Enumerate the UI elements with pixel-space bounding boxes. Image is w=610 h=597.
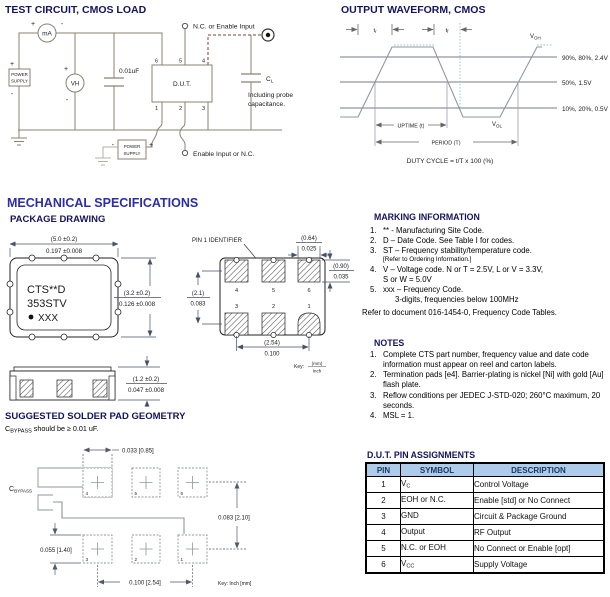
dim-rows-in: 0.083 bbox=[190, 301, 206, 308]
power-supply-top-line1: POWER bbox=[11, 72, 28, 77]
marking-item-2 bbox=[370, 236, 608, 246]
marking-footer: Refer to document 016-1454-0, Frequency Code Tables. bbox=[362, 308, 557, 318]
ps-bot-minus: - bbox=[111, 142, 114, 149]
uptime-label: UPTIME (t) bbox=[397, 123, 425, 130]
pin-assignment-table bbox=[365, 462, 605, 574]
dim-pitch-mm: (2.54) bbox=[264, 340, 280, 347]
dim-width-in: 0.197 ±0.008 bbox=[45, 248, 83, 255]
marking-item-5-num: 5. bbox=[370, 284, 377, 294]
circuit-wires bbox=[11, 29, 282, 150]
marking-item-1-num: 1. bbox=[370, 226, 377, 235]
solder-dim-right: 0.083 [2.10] bbox=[218, 515, 250, 522]
row2-desc: Enable [std] or No Connect bbox=[474, 493, 605, 509]
marking-item-4-text: V – Voltage code. N or T = 2.5V, L or V = 3.3V, bbox=[383, 264, 544, 274]
solder-pad-num-2: 2 bbox=[134, 557, 138, 562]
dotted-guides bbox=[394, 23, 552, 108]
row3-sym-main: GND bbox=[401, 511, 419, 521]
row2-symbol bbox=[401, 493, 474, 509]
voh-label: $V_{OH}$ bbox=[530, 34, 541, 41]
marking-item-2-text: D – Date Code. See Table I for codes. bbox=[383, 236, 515, 246]
marking-item-4-num: 4. bbox=[370, 264, 377, 274]
note-2-num: 2. bbox=[370, 370, 377, 380]
row5-pin: 5 bbox=[366, 541, 401, 557]
marking-list bbox=[362, 226, 608, 318]
ma-meter-label: mA bbox=[42, 30, 52, 38]
row3-symbol bbox=[401, 509, 474, 525]
package-drawing-heading: PACKAGE DRAWING bbox=[10, 214, 106, 225]
package-side-view bbox=[10, 356, 167, 407]
key-label: Key: bbox=[294, 364, 305, 370]
note-1-text: Complete CTS part number, frequency value and date code information must appear on reel and carton labels. bbox=[383, 350, 589, 370]
ma-plus-sign: + bbox=[30, 21, 36, 28]
ps-top-minus: - bbox=[10, 91, 14, 98]
note-item-1 bbox=[370, 350, 608, 370]
solder-note-sub: BYPASS bbox=[10, 428, 32, 435]
mechanical-title: MECHANICAL SPECIFICATIONS bbox=[7, 196, 199, 210]
cl-label: $C_L$ bbox=[266, 76, 274, 85]
dim-height-in: 0.126 ±0.008 bbox=[118, 301, 156, 308]
marking-item-3-text: ST – Frequency stability/temperature code. bbox=[383, 246, 532, 256]
package-top-view bbox=[7, 236, 161, 340]
package-marking-line1: CTS**D bbox=[27, 284, 66, 296]
marking-item-5-text: xxx – Frequency Code. bbox=[383, 284, 464, 294]
dim-pad-h-mm: (0.90) bbox=[333, 264, 349, 270]
dashed-output-net bbox=[208, 35, 262, 65]
ma-meter bbox=[31, 21, 64, 42]
marking-item-1 bbox=[370, 226, 608, 236]
pad-num-5: 5 bbox=[271, 288, 276, 294]
solder-dim-bottom: 0.100 [2.54] bbox=[129, 580, 161, 587]
pin1-identifier-label: PIN 1 IDENTIFIER bbox=[192, 238, 243, 244]
dim-width-mm: (5.0 ±0.2) bbox=[50, 236, 78, 243]
period-label: PERIOD (T) bbox=[431, 140, 461, 147]
row4-pin: 4 bbox=[366, 525, 401, 541]
note-3-num: 3. bbox=[370, 390, 377, 400]
row5-symbol bbox=[401, 541, 474, 557]
row6-desc: Supply Voltage bbox=[474, 557, 605, 574]
row1-pin: 1 bbox=[366, 477, 401, 493]
power-supply-bot-line1: POWER bbox=[123, 144, 141, 149]
nc-top-label: N.C. or Enable Input bbox=[193, 23, 255, 31]
key-mm: (mm) bbox=[311, 361, 323, 366]
row2-pin: 2 bbox=[366, 493, 401, 509]
note-4-num: 4. bbox=[370, 410, 377, 420]
pad-num-2: 2 bbox=[271, 304, 276, 310]
solder-pad-num-5: 5 bbox=[134, 491, 138, 496]
row1-sym-sub: C bbox=[406, 483, 411, 490]
note-item-3 bbox=[370, 391, 608, 411]
pad-num-4: 4 bbox=[234, 288, 239, 294]
dut-pin2: 2 bbox=[178, 106, 182, 112]
dim-pad-w-mm: (0.64) bbox=[301, 236, 317, 242]
row1-desc: Control Voltage bbox=[474, 477, 605, 493]
tr-label: $t_r$ bbox=[373, 28, 377, 35]
marking-item-3-subnote: [Refer to Ordering Information.] bbox=[383, 256, 472, 264]
tf-label: $t_f$ bbox=[445, 28, 449, 35]
cl-note-line1: Including probe bbox=[248, 92, 294, 99]
row5-desc: No Connect or Enable [opt] bbox=[474, 541, 605, 557]
solder-pad-num-6: 6 bbox=[180, 491, 184, 496]
vh-plus: + bbox=[63, 66, 69, 73]
table-row bbox=[366, 557, 604, 574]
note-3-text: Reflow conditions per JEDEC J-STD-020; 260°C maximum, 20 seconds. bbox=[383, 390, 601, 410]
dim-pad-w-in: 0.025 bbox=[301, 246, 317, 253]
row6-pin: 6 bbox=[366, 557, 401, 574]
symbol-col-header: SYMBOL bbox=[401, 463, 474, 477]
marking-item-4-text2: S or W = 5.0V bbox=[383, 274, 432, 284]
nc-enable-top-terminal bbox=[182, 23, 254, 30]
solder-note-c: C bbox=[5, 424, 11, 433]
dim-height-mm: (3.2 ±0.2) bbox=[123, 290, 151, 297]
description-col-header: DESCRIPTION bbox=[474, 463, 605, 477]
marking-item-3 bbox=[370, 246, 608, 256]
solder-pad-num-4: 4 bbox=[85, 491, 89, 496]
dim-thick-mm: (1.2 ±0.2) bbox=[132, 376, 160, 383]
enable-bottom-label: Enable Input or N.C. bbox=[193, 151, 255, 158]
solder-dim-left: 0.055 [1.40] bbox=[40, 548, 72, 554]
table-row bbox=[366, 509, 604, 525]
marking-dot bbox=[29, 315, 34, 320]
dut-pin6: 6 bbox=[154, 58, 158, 65]
enable-bottom-terminal bbox=[182, 150, 254, 158]
row6-sym-sub: CC bbox=[406, 563, 415, 570]
solder-pad-diagram bbox=[0, 438, 300, 597]
package-marking-line3: XXX bbox=[38, 313, 59, 324]
dut-label: D.U.T. bbox=[172, 81, 192, 88]
marking-item-5 bbox=[370, 285, 608, 295]
vh-minus: - bbox=[65, 97, 69, 104]
row4-desc: RF Output bbox=[474, 525, 605, 541]
duty-cycle-label: DUTY CYCLE = t/T x 100 (%) bbox=[406, 158, 494, 165]
row4-sym-main: Output bbox=[401, 527, 426, 537]
marking-item-2-num: 2. bbox=[370, 236, 377, 246]
row3-desc: Circuit & Package Ground bbox=[474, 509, 605, 525]
pin-table-header-row bbox=[366, 463, 604, 477]
dut-pin5: 5 bbox=[178, 58, 182, 65]
solder-pad-num-1: 1 bbox=[180, 557, 184, 562]
table-row bbox=[366, 477, 604, 493]
notes-list bbox=[370, 350, 608, 421]
row1-symbol bbox=[401, 477, 474, 493]
note-item-4 bbox=[370, 411, 608, 421]
row5-sym-main: N.C. or EOH bbox=[401, 543, 446, 553]
solder-note-rest: should be ≥ 0.01 uF. bbox=[31, 424, 99, 433]
ma-minus-sign: - bbox=[60, 21, 64, 28]
ps-bot-plus: + bbox=[149, 142, 154, 149]
note-4-text: MSL = 1. bbox=[383, 410, 415, 420]
table-row bbox=[366, 493, 604, 509]
power-supply-bottom bbox=[112, 140, 153, 159]
package-marking-line2: 353STV bbox=[27, 298, 67, 310]
vh-meter-label: VH bbox=[70, 81, 80, 88]
dim-pitch-in: 0.100 bbox=[264, 351, 280, 358]
pad-num-6: 6 bbox=[307, 288, 311, 294]
level-high-label: 90%, 80%, 2.4V bbox=[562, 55, 608, 62]
level-mid-label: 50%, 1.5V bbox=[562, 80, 592, 87]
dim-pad-h-in: 0.035 bbox=[333, 274, 349, 281]
table-row bbox=[366, 525, 604, 541]
level-low-label: 10%, 20%, 0.5V bbox=[562, 106, 608, 113]
marking-item-4 bbox=[370, 265, 608, 275]
row6-sym-main: V bbox=[401, 559, 407, 569]
solder-pad-heading: SUGGESTED SOLDER PAD GEOMETRY bbox=[5, 411, 186, 422]
package-drawing-diagram bbox=[0, 228, 360, 408]
cap-value-label: 0.01uF bbox=[119, 68, 140, 75]
solder-dim-top: 0.033 [0.85] bbox=[122, 448, 154, 455]
marking-item-5-subline: 3-digits, frequencies below 100MHz bbox=[395, 295, 519, 305]
dut-pin4: 4 bbox=[201, 58, 205, 65]
cl-note-line2: capacitance. bbox=[248, 101, 286, 108]
dut-pin1: 1 bbox=[154, 106, 158, 112]
dut-pin3: 3 bbox=[201, 106, 205, 112]
power-supply-bot-line2: SUPPLY bbox=[123, 151, 141, 156]
ps-top-plus: + bbox=[9, 61, 15, 68]
solder-pad-note bbox=[5, 424, 99, 435]
key-inch: Inch bbox=[312, 368, 322, 374]
output-terminal bbox=[262, 29, 274, 41]
dim-rows-mm: (2.1) bbox=[191, 291, 205, 297]
pin-col-header: PIN bbox=[366, 463, 401, 477]
marking-item-3-num: 3. bbox=[370, 246, 377, 256]
row4-symbol bbox=[401, 525, 474, 541]
cbypass-label: CBYPASS bbox=[9, 486, 33, 494]
notes-heading: NOTES bbox=[374, 338, 405, 348]
table-row bbox=[366, 541, 604, 557]
pad-num-3: 3 bbox=[234, 304, 239, 310]
row2-sym-main: EOH or N.C. bbox=[401, 495, 446, 505]
note-2-text: Termination pads [e4]. Barrier-plating is nickel [Ni] with gold [Au] flash plate. bbox=[383, 370, 604, 390]
note-1-num: 1. bbox=[370, 350, 377, 359]
solder-pad-num-3: 3 bbox=[85, 557, 89, 562]
waveform-diagram bbox=[336, 20, 610, 172]
rise-fall-markers bbox=[346, 24, 472, 35]
row1-sym-main: V bbox=[401, 479, 407, 489]
measure-verticals bbox=[375, 82, 518, 146]
dim-thick-in: 0.047 ±0.008 bbox=[127, 387, 165, 394]
dim-top-lines bbox=[83, 450, 119, 467]
pin-table-heading: D.U.T. PIN ASSIGNMENTS bbox=[367, 450, 476, 460]
marking-heading: MARKING INFORMATION bbox=[374, 212, 480, 222]
test-circuit-diagram bbox=[0, 16, 335, 176]
pad-num-1: 1 bbox=[307, 304, 311, 310]
marking-item-1-text: ** - Manufacturing Site Code. bbox=[383, 226, 484, 235]
waveform-title: OUTPUT WAVEFORM, CMOS bbox=[341, 4, 486, 16]
row3-pin: 3 bbox=[366, 509, 401, 525]
dut-block bbox=[152, 59, 212, 113]
test-circuit-title: TEST CIRCUIT, CMOS LOAD bbox=[5, 4, 147, 16]
note-item-2 bbox=[370, 370, 608, 390]
vol-label: $V_{OL}$ bbox=[492, 122, 503, 129]
vh-meter bbox=[64, 66, 84, 104]
supply-ground-wire bbox=[95, 147, 118, 165]
package-bottom-view bbox=[187, 236, 354, 374]
row6-symbol bbox=[401, 557, 474, 574]
power-supply-top-line2: SUPPLY bbox=[10, 78, 29, 84]
pad-height-arrows bbox=[322, 250, 350, 292]
solder-key: Key: Inch [mm] bbox=[218, 581, 252, 587]
